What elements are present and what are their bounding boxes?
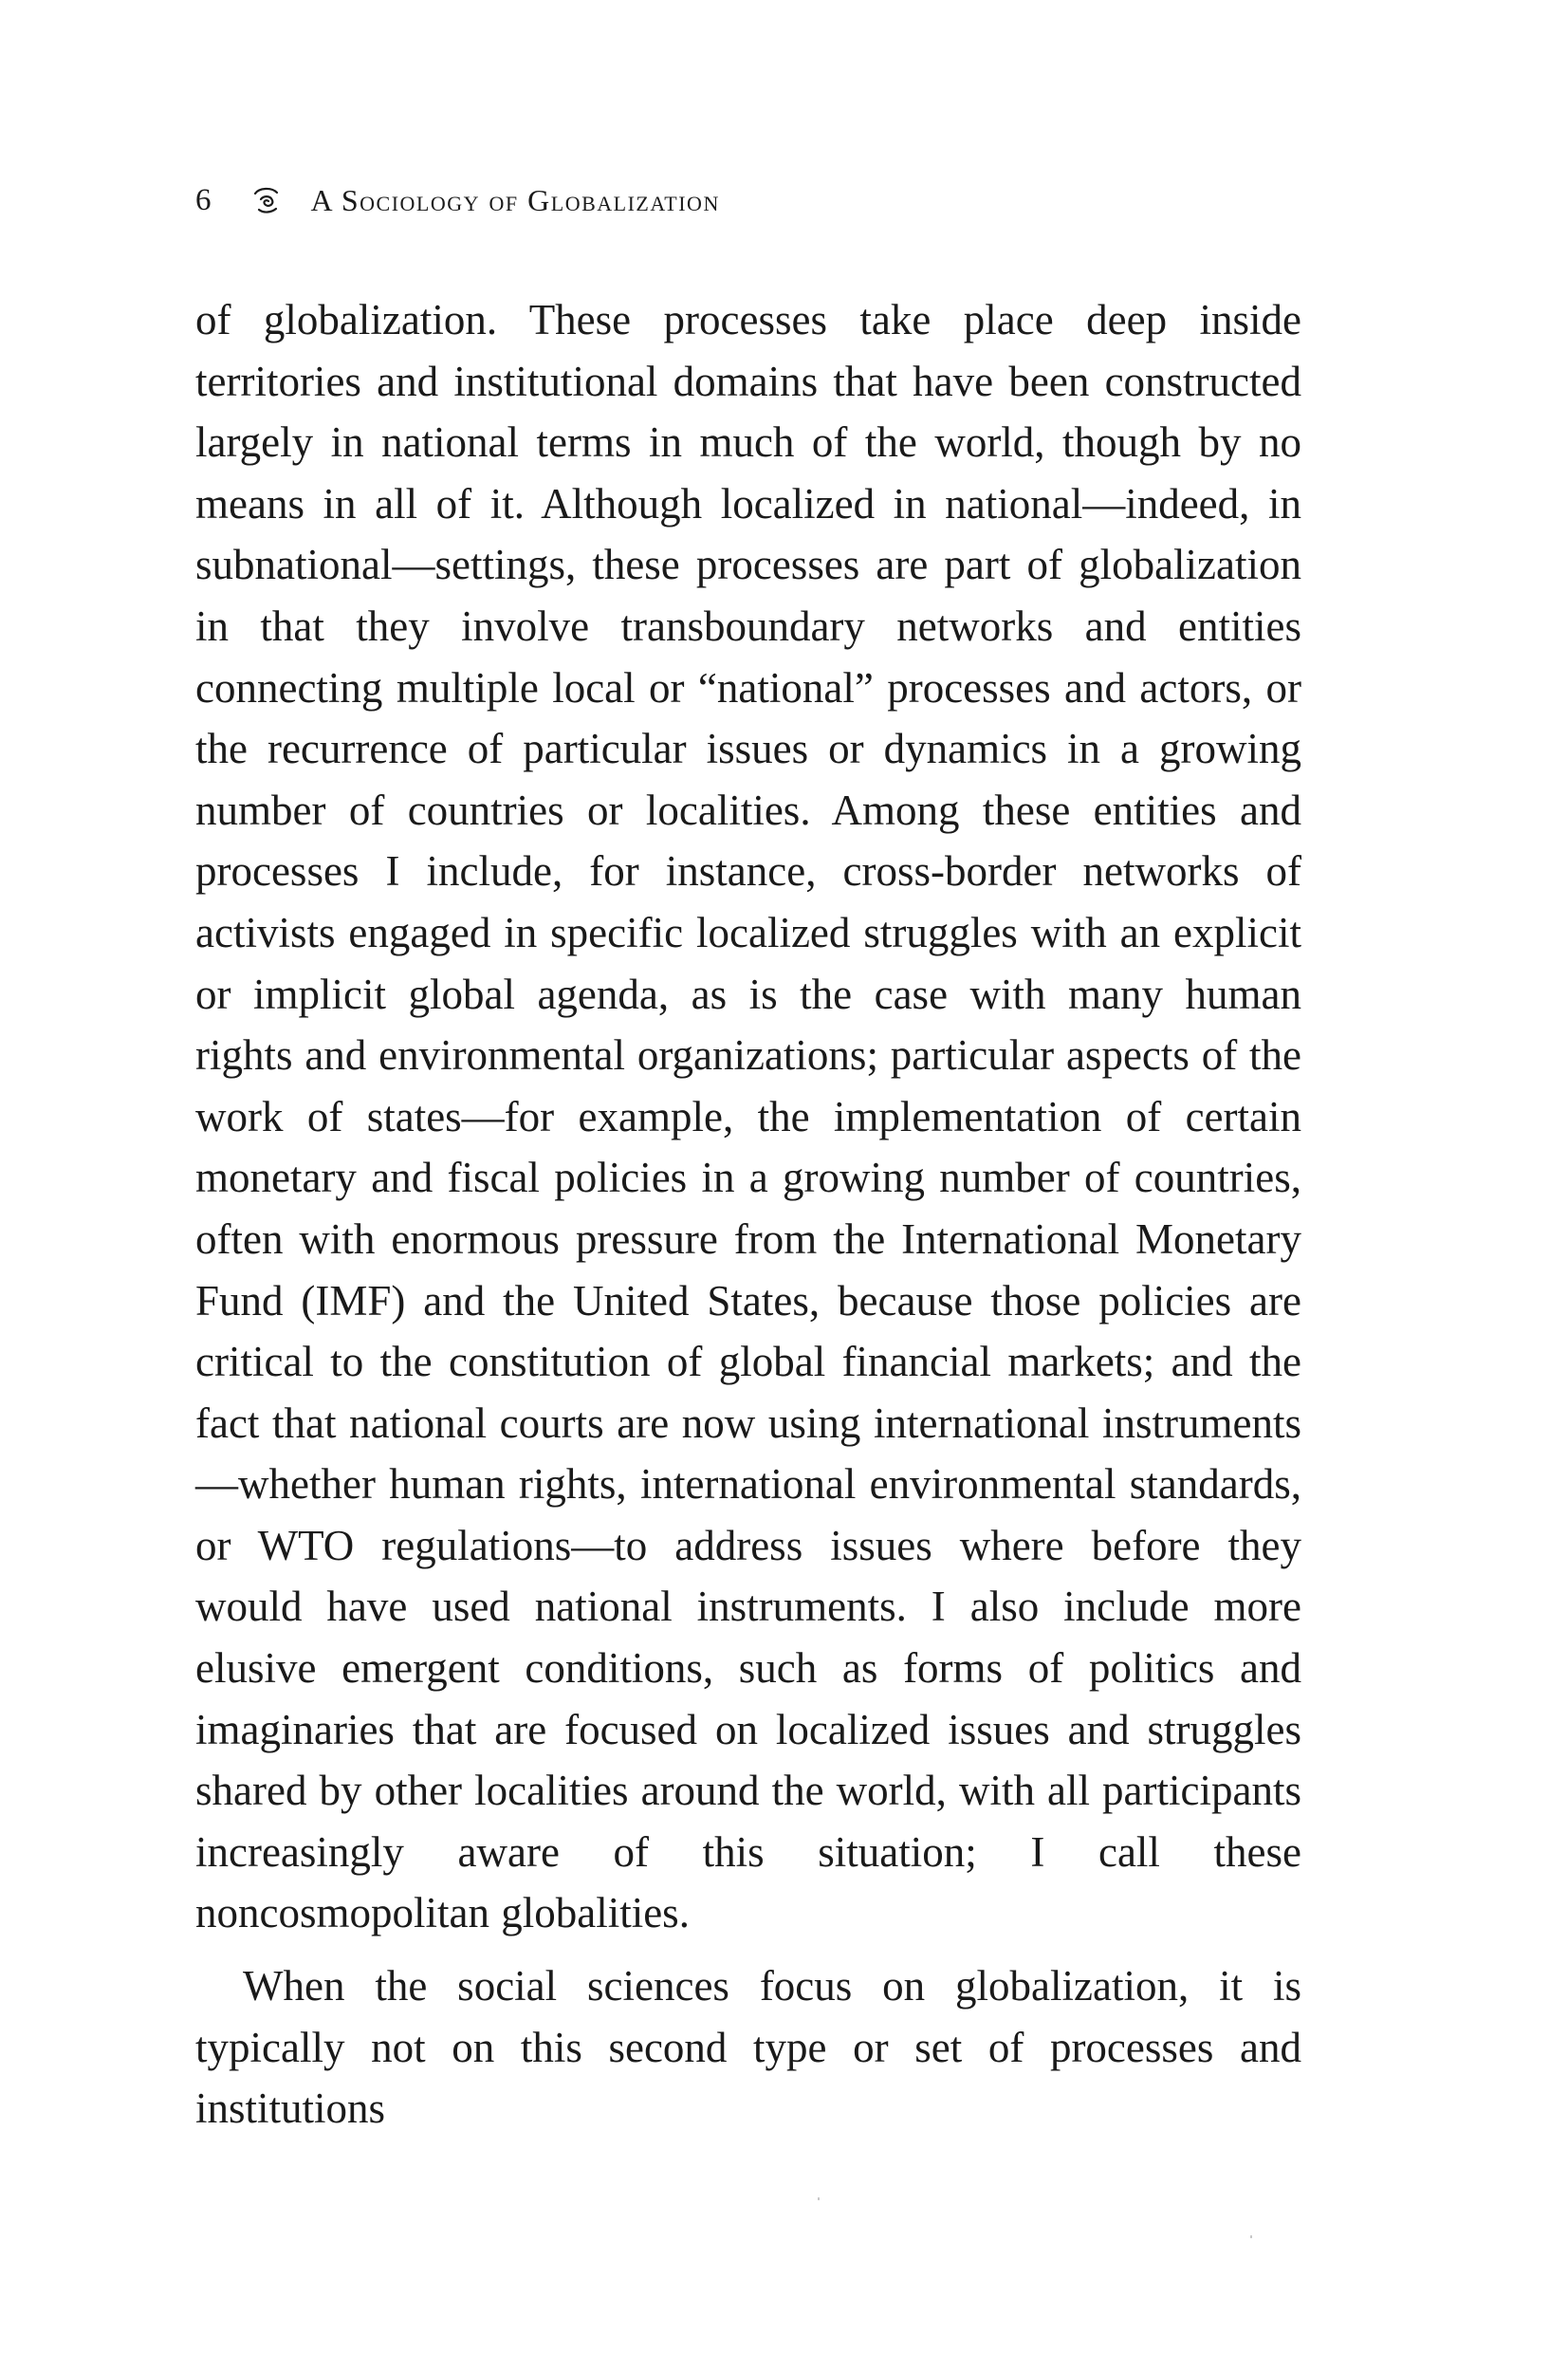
paragraph: When the social sciences focus on globalization, it is typically not on this second type or set of processes and institutions	[195, 1962, 1301, 2133]
scan-speck	[818, 2197, 820, 2200]
paragraph: of globalization. These processes take place deep inside territories and institutional domains that have been constructed largely in national terms in much of the world, though by no means in all of it. Although localized in national—indeed, in subnational—settings, these processes are part of globalization in that they involve transboundary networks and entities connecting multiple local or “national” processes and actors, or the recurrence of particular issues or dynamics in a growing number of countries or localities. Among these entities and processes I include, for instance, cross-border networks of activists engaged in specific localized struggles with an explicit or implicit global agenda, as is the case with many human rights and environmental organizations; particular aspects of the work of states—for example, the implementation of certain monetary and fiscal policies in a growing number of countries, often with enormous pressure from the International Monetary Fund (IMF) and the United States, because those policies are critical to the constitution of global financial markets; and the fact that national courts are now using international instruments—whether human rights, international environmental standards, or WTO regulations—to address issues where before they would have used national instruments. I also include more elusive emergent conditions, such as forms of politics and imaginaries that are focused on localized issues and struggles shared by other localities around the world, with all participants increasingly aware of this situation; I call these noncosmopolitan globalities.	[195, 296, 1301, 1937]
body-text	[195, 289, 1301, 2140]
page-number: 6	[195, 182, 212, 217]
running-title: A Sociology of Globalization	[310, 182, 720, 217]
running-head	[195, 176, 720, 224]
swirl-ornament-icon	[250, 184, 283, 216]
scan-speck	[1250, 2235, 1252, 2238]
